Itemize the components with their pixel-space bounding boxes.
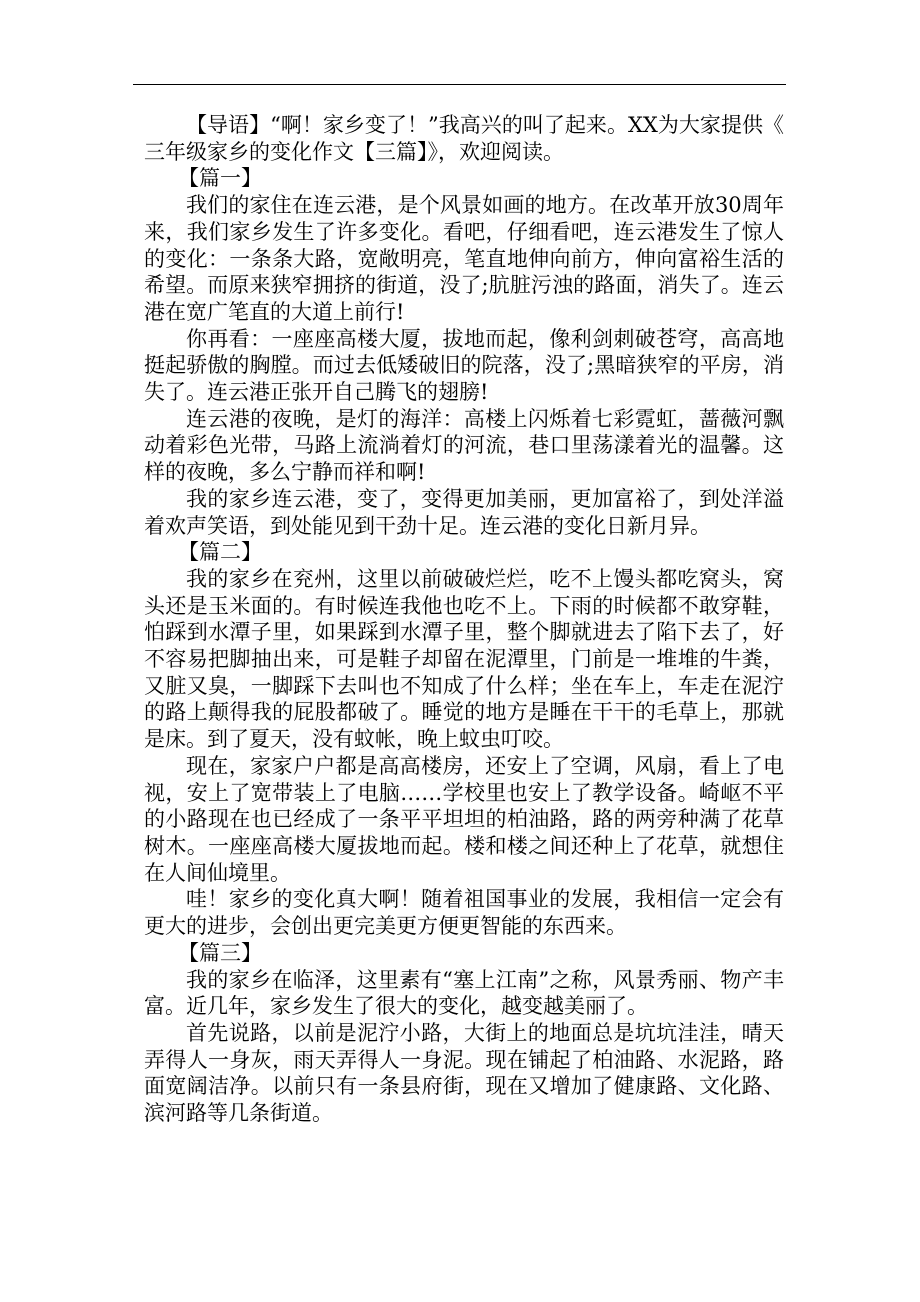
body-paragraph: 现在，家家户户都是高高楼房，还安上了空调，风扇，看上了电视，安上了宽带装上了电脑……学校里也安上了教学设备。崎岖不平的小路现在也已经成了一条平平坦坦的柏油路，路的两旁种满了花草树木。一座座高楼大厦拔地而起。楼和楼之间还种上了花草，就想住在人间仙境里。 [144, 753, 784, 885]
body-paragraph: 连云港的夜晚，是灯的海洋：高楼上闪烁着七彩霓虹，蔷薇河飘动着彩色光带，马路上流淌着灯的河流，巷口里荡漾着光的温馨。这样的夜晚，多么宁静而祥和啊! [144, 406, 784, 485]
body-paragraph: 首先说路，以前是泥泞小路，大街上的地面总是坑坑洼洼，晴天弄得人一身灰，雨天弄得人一身泥。现在铺起了柏油路、水泥路，路面宽阔洁净。以前只有一条县府街，现在又增加了健康路、文化路、滨河路等几条街道。 [144, 1020, 784, 1126]
body-paragraph: 我们的家住在连云港，是个风景如画的地方。在改革开放30周年来，我们家乡发生了许多变化。看吧，仔细看吧，连云港发生了惊人的变化：一条条大路，宽敞明亮，笔直地伸向前方，伸向富裕生活的希望。而原来狭窄拥挤的街道，没了;肮脏污浊的路面，消失了。连云港在宽广笔直的大道上前行! [144, 193, 784, 324]
body-paragraph: 我的家乡连云港，变了，变得更加美丽，更加富裕了，到处洋溢着欢声笑语，到处能见到干劲十足。连云港的变化日新月异。 [144, 486, 784, 538]
body-paragraph: 我的家乡在临泽，这里素有“塞上江南”之称，风景秀丽、物产丰富。近几年，家乡发生了很大的变化，越变越美丽了。 [144, 967, 784, 1019]
body-paragraph: 哇！家乡的变化真大啊！随着祖国事业的发展，我相信一定会有更大的进步，会创出更完美更方便更智能的东西来。 [144, 887, 784, 939]
section-heading-1: 【篇一】 [178, 166, 262, 191]
section-heading-3: 【篇三】 [178, 940, 262, 965]
header-rule [133, 84, 786, 85]
body-paragraph: 我的家乡在兖州，这里以前破破烂烂，吃不上馒头都吃窝头，窝头还是玉米面的。有时候连我他也吃不上。下雨的时候都不敢穿鞋，怕踩到水潭子里，如果踩到水潭子里，整个脚就进去了陷下去了，好不容易把脚抽出来，可是鞋子却留在泥潭里，门前是一堆堆的牛粪，又脏又臭，一脚踩下去叫也不知成了什么样；坐在车上，车走在泥泞的路上颠得我的屁股都破了。睡觉的地方是睡在干干的毛草上，那就是床。到了夏天，没有蚊帐，晚上蚊虫叮咬。 [144, 566, 784, 752]
intro-paragraph: 【导语】“啊！家乡变了！”我高兴的叫了起来。XX为大家提供《三年级家乡的变化作文【三篇】》，欢迎阅读。 [144, 113, 784, 164]
body-paragraph: 你再看：一座座高楼大厦，拔地而起，像利剑刺破苍穹，高高地挺起骄傲的胸膛。而过去低矮破旧的院落，没了;黑暗狭窄的平房，消失了。连云港正张开自己腾飞的翅膀! [144, 326, 784, 405]
section-heading-2: 【篇二】 [178, 540, 262, 565]
document-body [144, 112, 784, 1127]
